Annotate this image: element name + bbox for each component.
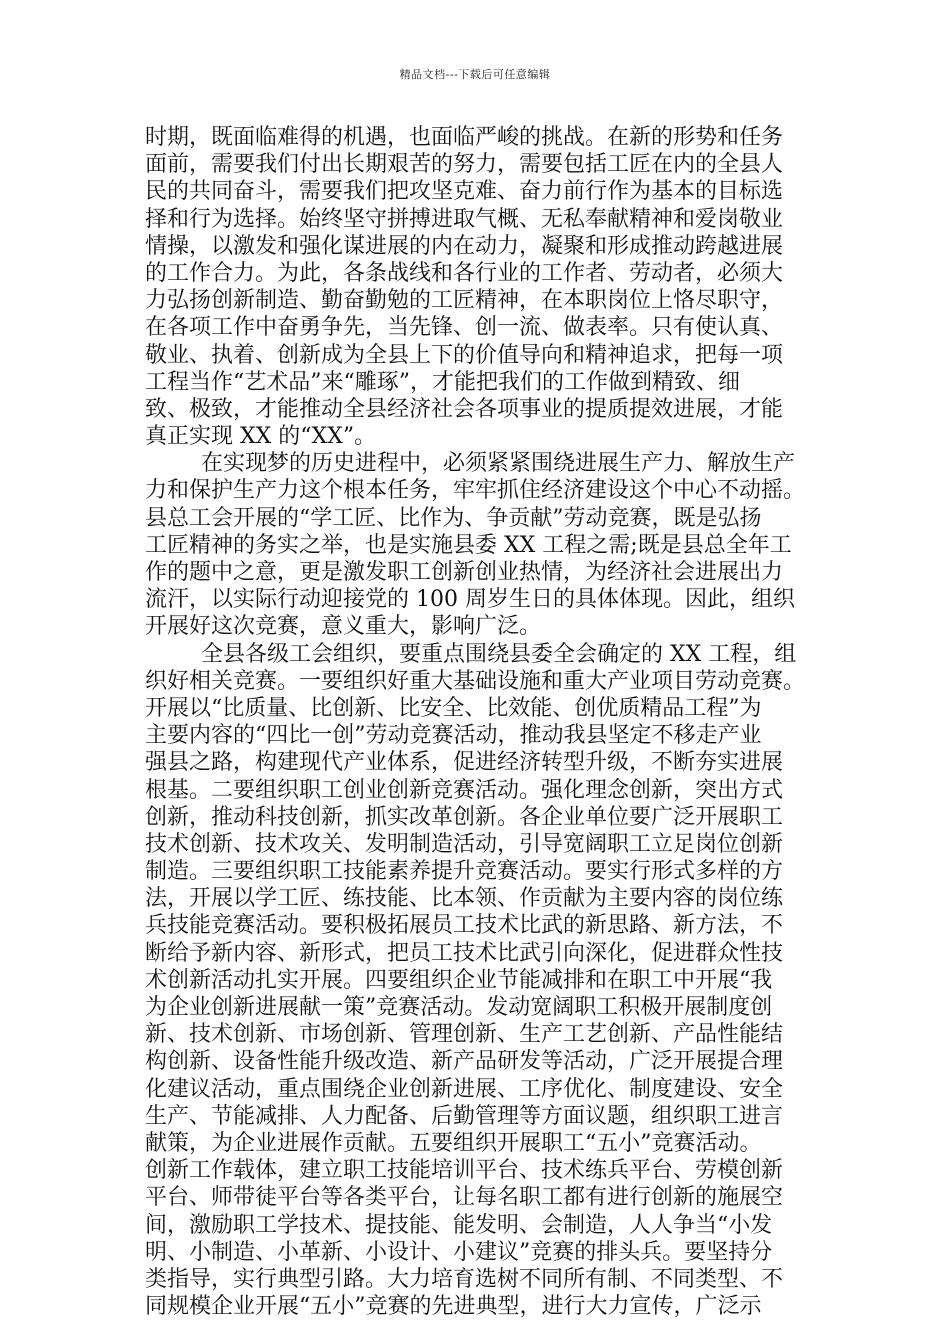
text-line: 间，激励职工学技术、提技能、能发明、会制造，人人争当“小发 [145,1212,773,1238]
text-line: 强县之路，构建现代产业体系，促进经济转型升级，不断夯实进展 [145,750,784,776]
text-line: 工匠精神的务实之举，也是实施县委 XX 工程之需;既是县总全年工 [145,532,792,558]
text-line: 情操，以激发和强化谋进展的内在动力，凝聚和形成推动跨越进展 [145,233,784,259]
text-line: 开展以“比质量、比创新、比安全、比效能、创优质精品工程”为 [145,695,762,721]
text-line: 生产、节能减排、人力配备、后勤管理等方面议题，组织职工进言 [145,1103,784,1129]
text-line: 断给予新内容、新形式，把员工技术比武引向深化，促进群众性技 [145,940,784,966]
text-line: 面前，需要我们付出长期艰苦的努力，需要包括工匠在内的全县人 [145,152,784,178]
text-line: 致、极致，才能推动全县经济社会各项事业的提质提效进展，才能 [145,396,784,422]
text-line: 法，开展以学工匠、练技能、比本领、作贡献为主要内容的岗位练 [145,886,784,912]
text-line: 流汗，以实际行动迎接党的 100 周岁生日的具体体现。因此，组织 [145,587,795,613]
document-body [145,124,817,1320]
text-line: 力弘扬创新制造、勤奋勤勉的工匠精神，在本职岗位上恪尽职守， [145,288,784,314]
text-line: 县总工会开展的“学工匠、比作为、争贡献”劳动竞赛，既是弘扬 [145,505,762,531]
text-line: 工程当作“艺术品”来“雕琢”，才能把我们的工作做到精致、细 [145,369,740,395]
text-line: 平台、师带徒平台等各类平台，让每名职工都有进行创新的施展空 [145,1185,784,1211]
text-line: 时期，既面临难得的机遇，也面临严峻的挑战。在新的形势和任务 [145,125,784,150]
text-line: 献策，为企业进展作贡献。五要组织开展职工“五小”竞赛活动。 [145,1130,762,1156]
text-line: 在各项工作中奋勇争先，当先锋、创一流、做表率。只有使认真、 [145,315,784,341]
text-line: 同规模企业开展“五小”竞赛的先进典型，进行大力宣传，广泛示 [145,1294,762,1320]
text-line: 作的题中之意，更是激发职工创新创业热情，为经济社会进展出力 [145,560,784,585]
text-line: 制造。三要组织职工技能素养提升竞赛活动。要实行形式多样的方 [145,859,784,885]
text-line: 创新，推动科技创新，抓实改革创新。各企业单位要广泛开展职工 [145,804,784,830]
text-line: 织好相关竞赛。一要组织好重大基础设施和重大产业项目劳动竞赛。 [145,668,806,694]
text-line: 择和行为选择。始终坚守拼搏进取气概、无私奉献精神和爱岗敬业 [145,206,784,232]
text-line: 为企业创新进展献一策”竞赛活动。发动宽阔职工积极开展制度创 [145,995,773,1020]
text-line: 构创新、设备性能升级改造、新产品研发等活动，广泛开展提合理 [145,1049,784,1075]
text-line: 在实现梦的历史进程中，必须紧紧围绕进展生产力、解放生产 [201,451,796,477]
text-line: 类指导，实行典型引路。大力培育选树不同所有制、不同类型、不 [145,1266,784,1292]
text-line: 主要内容的“四比一创”劳动竞赛活动，推动我县坚定不移走产业 [145,723,762,749]
text-line: 敬业、执着、创新成为全县上下的价值导向和精神追求，把每一项 [145,342,784,368]
text-line: 术创新活动扎实开展。四要组织企业节能减排和在职工中开展“我 [145,967,773,993]
text-line: 全县各级工会组织，要重点围绕县委全会确定的 XX 工程，组 [201,641,797,667]
text-line: 开展好这次竞赛，意义重大，影响广泛。 [145,614,542,640]
text-line: 技术创新、技术攻关、发明制造活动，引导宽阔职工立足岗位创新 [145,831,784,857]
text-line: 力和保护生产力这个根本任务，牢牢抓住经济建设这个中心不动摇。 [145,478,806,504]
text-line: 的工作合力。为此，各条战线和各行业的工作者、劳动者，必须大 [145,260,784,286]
text-line: 新、技术创新、市场创新、管理创新、生产工艺创新、产品性能结 [145,1022,784,1048]
text-line: 明、小制造、小革新、小设计、小建议”竞赛的排头兵。要坚持分 [145,1239,773,1265]
text-line: 根基。二要组织职工创业创新竞赛活动。强化理念创新，突出方式 [145,777,784,803]
text-line: 民的共同奋斗，需要我们把攻坚克难、奋力前行作为基本的目标选 [145,179,784,205]
text-line: 真正实现 XX 的“XX”。 [145,424,377,450]
text-line: 化建议活动，重点围绕企业创新进展、工序优化、制度建设、安全 [145,1076,784,1102]
text-line: 兵技能竞赛活动。要积极拓展员工技术比武的新思路、新方法，不 [145,913,784,939]
page-header: 精品文档---下载后可任意编辑 [399,68,551,81]
text-line: 创新工作载体，建立职工技能培训平台、技术练兵平台、劳模创新 [145,1158,784,1184]
